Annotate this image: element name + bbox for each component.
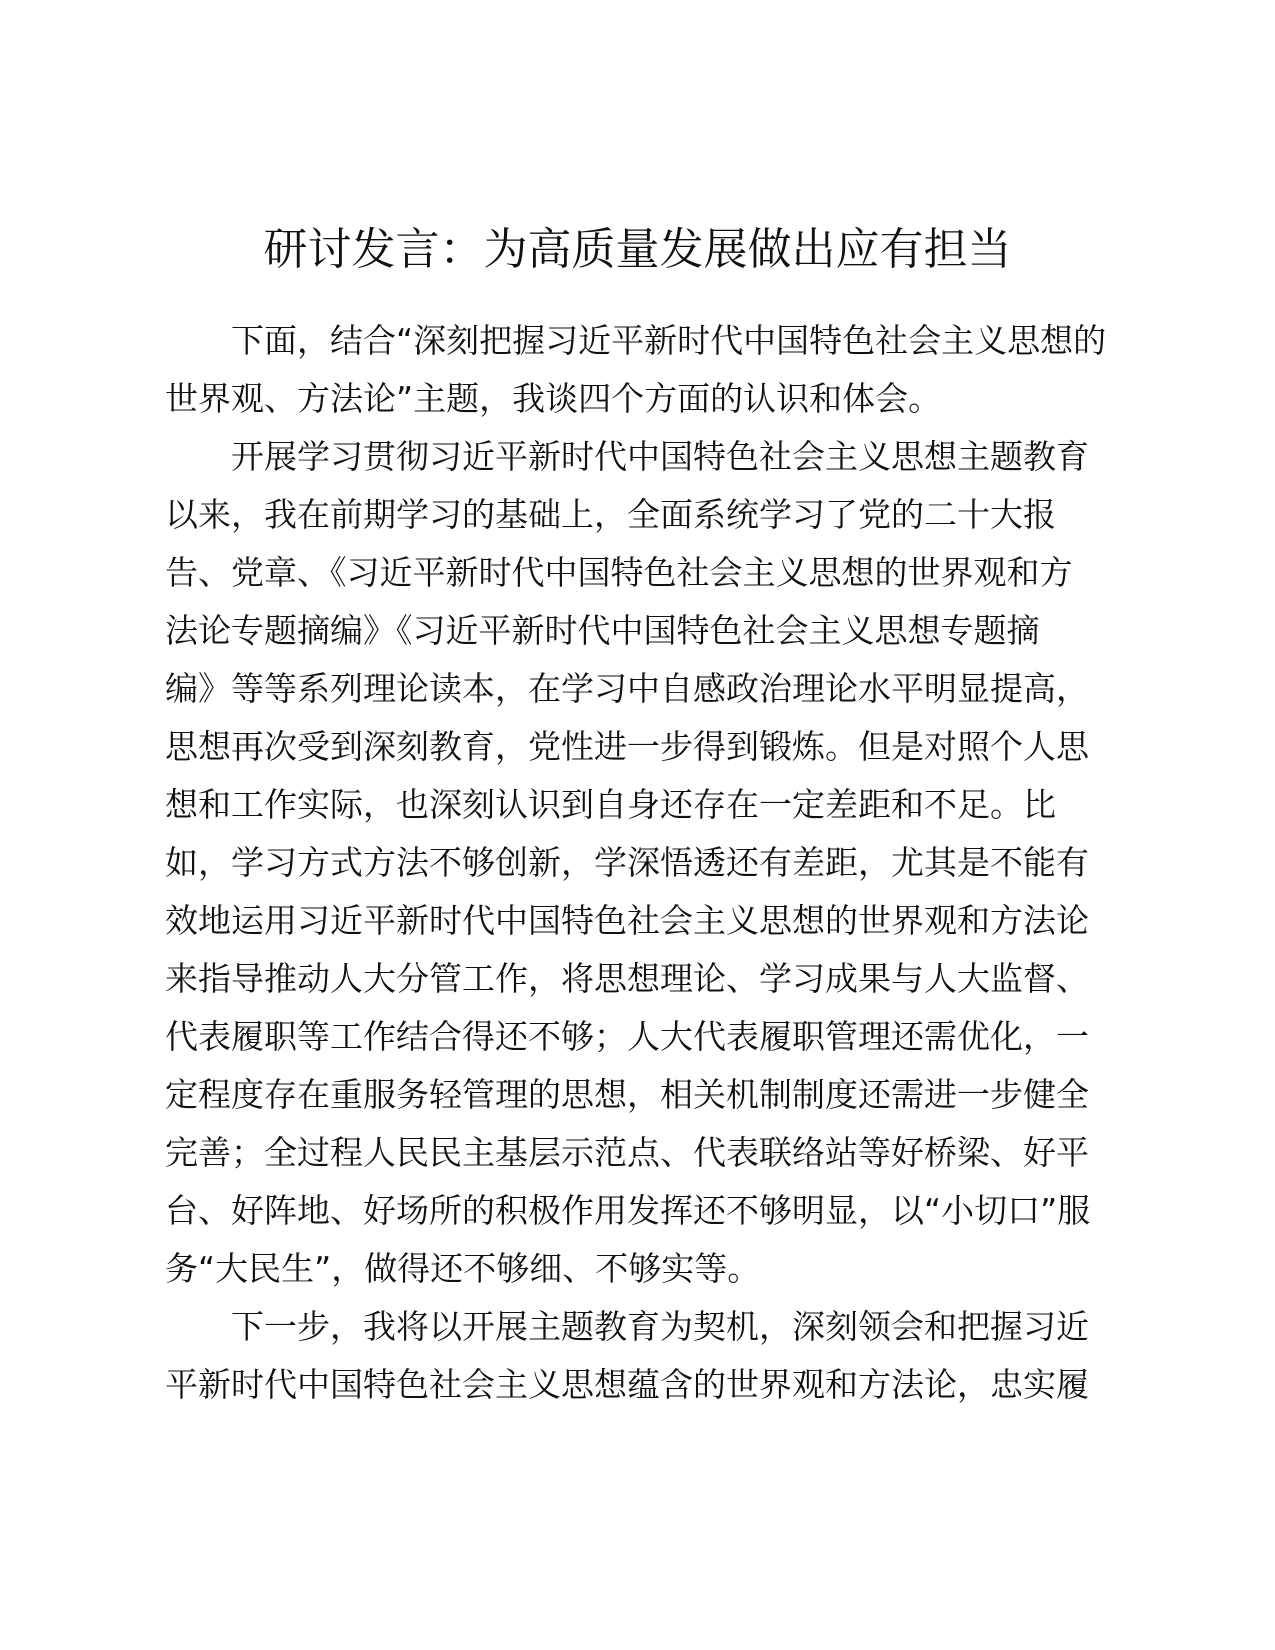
- text-line: 来指导推动人大分管工作，将思想理论、学习成果与人大监督、: [165, 959, 1089, 998]
- text-line: 代表履职等工作结合得还不够；人大代表履职管理还需优化，一: [165, 1017, 1089, 1056]
- text-line: 法论专题摘编》《习近平新时代中国特色社会主义思想专题摘: [165, 611, 1040, 650]
- text-line: 平新时代中国特色社会主义思想蕴含的世界观和方法论，忠实履: [165, 1365, 1089, 1404]
- paragraph-study: [165, 428, 1125, 1298]
- text-line: 务“大民生”，做得还不够细、不够实等。: [165, 1249, 761, 1288]
- text-line: 台、好阵地、好场所的积极作用发挥还不够明显，以“小切口”服: [165, 1191, 1091, 1230]
- document-title: 研讨发言：为高质量发展做出应有担当: [263, 224, 1012, 275]
- text-line: 想和工作实际，也深刻认识到自身还存在一定差距和不足。比: [165, 785, 1056, 824]
- paragraph-next-step: [165, 1298, 1125, 1414]
- text-line: 如，学习方式方法不够创新，学深悟透还有差距，尤其是不能有: [165, 843, 1089, 882]
- text-line: 编》等等系列理论读本，在学习中自感政治理论水平明显提高，: [165, 669, 1089, 708]
- text-line: 下一步，我将以开展主题教育为契机，深刻领会和把握习近: [231, 1307, 1089, 1346]
- paragraph-intro: [165, 312, 1125, 428]
- text-line: 思想再次受到深刻教育，党性进一步得到锻炼。但是对照个人思: [165, 727, 1089, 766]
- text-line: 以来，我在前期学习的基础上，全面系统学习了党的二十大报: [165, 495, 1056, 534]
- text-line: 完善；全过程人民民主基层示范点、代表联络站等好桥梁、好平: [165, 1133, 1089, 1172]
- text-line: 下面，结合“深刻把握习近平新时代中国特色社会主义思想的: [231, 321, 1107, 360]
- text-line: 定程度存在重服务轻管理的思想，相关机制制度还需进一步健全: [165, 1075, 1089, 1114]
- document-body: [165, 312, 1125, 1414]
- text-line: 开展学习贯彻习近平新时代中国特色社会主义思想主题教育: [231, 437, 1089, 476]
- text-line: 世界观、方法论”主题，我谈四个方面的认识和体会。: [165, 379, 942, 418]
- text-line: 告、党章、《习近平新时代中国特色社会主义思想的世界观和方: [165, 553, 1073, 592]
- text-line: 效地运用习近平新时代中国特色社会主义思想的世界观和方法论: [165, 901, 1089, 940]
